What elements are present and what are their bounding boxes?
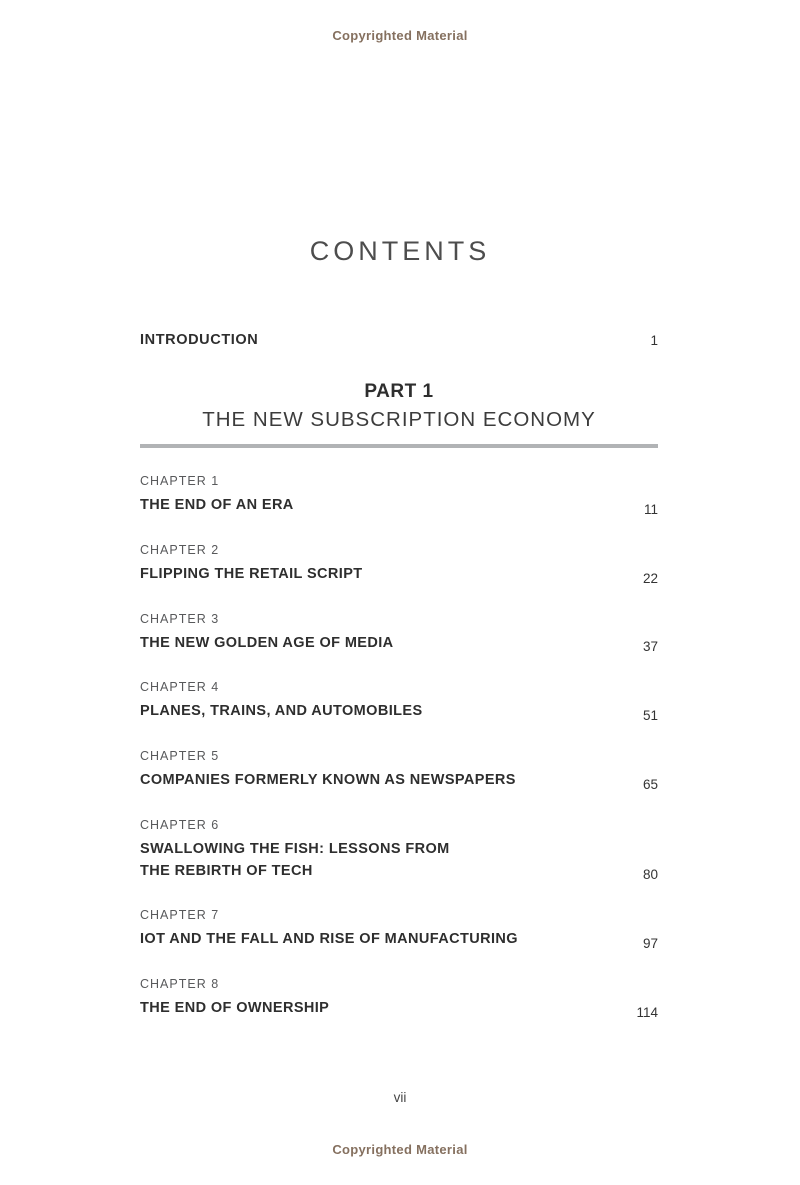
- copyright-notice-bottom: Copyrighted Material: [332, 1142, 468, 1157]
- chapter-label: CHAPTER 7: [140, 908, 220, 923]
- intro-page-number: 1: [650, 333, 658, 348]
- chapter-title: IOT AND THE FALL AND RISE OF MANUFACTURING: [140, 931, 518, 948]
- intro-title: INTRODUCTION: [140, 332, 259, 348]
- chapter-title: PLANES, TRAINS, AND AUTOMOBILES: [140, 703, 423, 720]
- part-label: PART 1: [364, 381, 434, 402]
- chapter-page-number: 114: [636, 1004, 658, 1020]
- folio-page-number: vii: [393, 1090, 407, 1105]
- chapter-title: COMPANIES FORMERLY KNOWN AS NEWSPAPERS: [140, 772, 516, 788]
- page-title: CONTENTS: [309, 236, 491, 266]
- chapter-page-number: 97: [642, 936, 658, 951]
- chapter-entry: [140, 749, 658, 792]
- chapter-entry: [140, 680, 658, 723]
- chapter-label: CHAPTER 3: [140, 611, 220, 626]
- chapter-title: THE END OF OWNERSHIP: [140, 1000, 330, 1016]
- copyright-notice-top: Copyrighted Material: [332, 28, 468, 43]
- part-divider: [140, 444, 658, 448]
- chapter-title: [140, 839, 450, 883]
- chapter-label: CHAPTER 4: [140, 680, 220, 695]
- chapter-entry: [140, 908, 658, 951]
- chapter-title-line-2: THE REBIRTH OF TECH: [140, 862, 313, 879]
- chapter-title-line-1: SWALLOWING THE FISH: LESSONS FROM: [140, 840, 450, 857]
- chapter-title: FLIPPING THE RETAIL SCRIPT: [140, 565, 363, 582]
- chapter-page-number: 22: [642, 570, 658, 586]
- part-header: [140, 381, 658, 448]
- chapter-page-number: 37: [642, 639, 658, 655]
- chapter-entry: [140, 543, 658, 586]
- chapter-entry: [140, 612, 658, 655]
- chapter-page-number: 11: [643, 501, 658, 517]
- chapter-entry: [140, 818, 658, 883]
- chapter-page-number: 65: [642, 776, 658, 792]
- chapter-entry: [140, 474, 658, 517]
- chapter-label: CHAPTER 8: [140, 977, 220, 991]
- part-title: THE NEW SUBSCRIPTION ECONOMY: [202, 408, 596, 431]
- chapter-label: CHAPTER 1: [140, 474, 220, 488]
- table-of-contents: [140, 332, 658, 1020]
- chapter-title: THE END OF AN ERA: [140, 497, 294, 513]
- chapter-label: CHAPTER 6: [140, 817, 220, 832]
- chapter-title: THE NEW GOLDEN AGE OF MEDIA: [140, 634, 394, 651]
- chapter-page-number: 51: [642, 708, 658, 723]
- chapter-page-number: 80: [642, 867, 658, 883]
- chapter-label: CHAPTER 5: [140, 749, 220, 763]
- intro-entry: [140, 332, 658, 348]
- chapter-label: CHAPTER 2: [140, 542, 220, 557]
- chapter-entry: [140, 977, 658, 1020]
